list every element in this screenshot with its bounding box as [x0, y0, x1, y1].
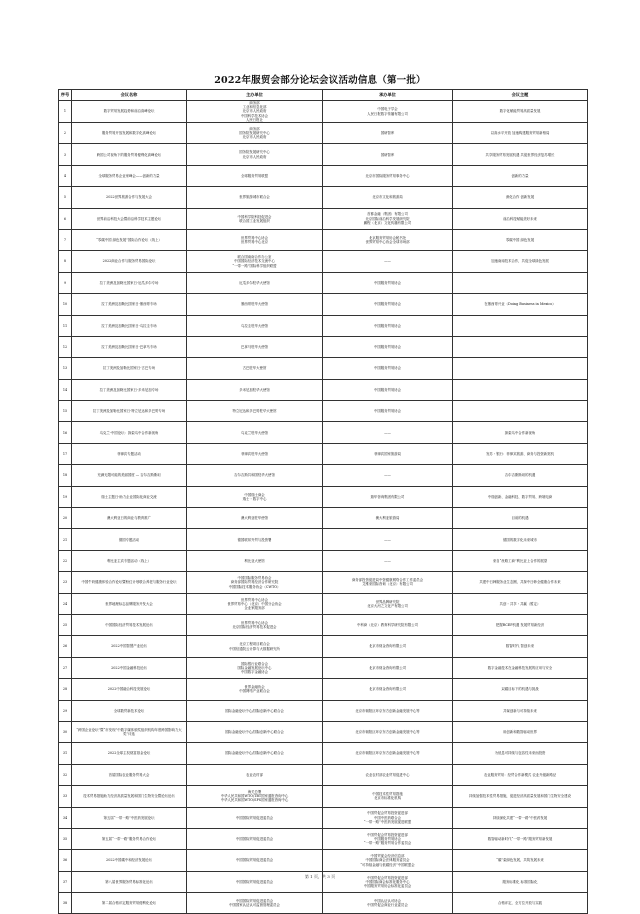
host-unit-cell: 国际金融论坛中心/国际创新中心联合会	[187, 700, 323, 721]
row-number-cell: 12	[59, 336, 72, 357]
organizer-unit-cell: 北京市财金咨询有限公司	[323, 657, 453, 678]
table-row	[59, 700, 588, 721]
table-row	[59, 144, 588, 165]
host-unit-cell: 世界贸易中心协会 世界贸易中心北京	[187, 229, 323, 250]
row-number-cell: 28	[59, 679, 72, 700]
host-unit-cell: 北京工程项目联合会 中国信通院云计算与大数据研究所	[187, 636, 323, 657]
organizer-unit-cell: 中国贸促会经济信息部 中国国际商会法律服务委员会 “可持续金融与低碳经济”中国联盟会	[323, 850, 453, 871]
row-number-cell: 24	[59, 593, 72, 614]
table-row	[59, 529, 588, 550]
table-row	[59, 101, 588, 123]
header-number: 序号	[59, 90, 72, 101]
event-theme-cell: 中瑞创新、金融科技、数字贸易、跨境电商	[453, 486, 588, 507]
event-name-cell: 技术贸易措施助力经济高质量发展和国门生物安全暨论坛论坛	[72, 786, 187, 807]
event-theme-cell	[453, 336, 588, 357]
table-row	[59, 251, 588, 272]
event-name-cell: 拉丁美洲及加勒比国家日-多米尼加专场	[72, 379, 187, 400]
table-row	[59, 379, 588, 400]
host-unit-cell: 德国联邦外贸与投资署	[187, 529, 323, 550]
header-theme: 会议主题	[453, 90, 588, 101]
organizer-unit-cell: 世界品牌研究院 北京大河之文化产有限公司	[323, 593, 453, 614]
event-theme-cell: 持续深化共建“一带一路”中医药发展	[453, 807, 588, 828]
event-name-cell: 中国牛奶健康体验合作论坛暨粉红计划联合养老与服务行业论坛	[72, 572, 187, 593]
organizer-unit-cell: 中国服务贸易协会	[323, 294, 453, 315]
table-row	[59, 550, 588, 571]
organizer-unit-cell: ——	[323, 251, 453, 272]
host-unit-cell: 中国国际贸易促进委员会	[187, 850, 323, 871]
organizer-unit-cell: 中科商（北京）教育科学研究院有限公司	[323, 615, 453, 636]
event-name-cell: 世界前沿科技大会暨前沿科学技术主题论坛	[72, 208, 187, 229]
row-number-cell: 2	[59, 123, 72, 144]
table-row	[59, 828, 588, 849]
table-row	[59, 272, 588, 293]
host-unit-cell: 中国国际贸易促进委员会	[187, 807, 323, 828]
event-name-cell: 菲律宾专题活动	[72, 443, 187, 464]
table-row	[59, 636, 588, 657]
event-name-cell: 服务贸易开放发展和数字化高峰论坛	[72, 123, 187, 144]
header-organizer: 承办单位	[323, 90, 453, 101]
event-theme-cell: 共享服务贸易发展机遇 共促世界经济复苏增长	[453, 144, 588, 165]
event-name-cell: “跨国企业论坛”暨“市发现”中数字媒体颁奖组织机构年度跨国影响力大奖”评选	[72, 721, 187, 742]
row-number-cell: 1	[59, 101, 72, 123]
organizer-unit-cell: 中国贸促会贸易投资促进部 中国中医药联合会 “一带一路”中医药发展促进联盟	[323, 807, 453, 828]
event-name-cell: 瑞士主题日-助力企业国际化商业交流	[72, 486, 187, 507]
organizer-unit-cell: ——	[323, 465, 453, 486]
table-row	[59, 657, 588, 678]
event-theme-cell: 探索乌中合作新视角	[453, 422, 588, 443]
page-footer: 第 1 页，共 3 页	[304, 874, 336, 879]
event-name-cell: 第二届合格评定服务贸易便利化论坛	[72, 893, 187, 914]
event-theme-cell: 共谋创新与可持续未来	[453, 700, 588, 721]
event-theme-cell	[453, 401, 588, 422]
event-theme-cell	[453, 272, 588, 293]
event-theme-cell: 在墨西哥兴业（Doing Business in Mexico）	[453, 294, 588, 315]
event-name-cell: 拉丁美洲及加勒比国家日-巴拿马专场	[72, 336, 187, 357]
event-name-cell: 第五届“一带一路”服务贸易合作论坛	[72, 828, 187, 849]
table-row	[59, 764, 588, 785]
event-name-cell: 全球数贸新技术论坛	[72, 700, 187, 721]
row-number-cell: 33	[59, 786, 72, 807]
organizer-unit-cell: 国研智库	[323, 123, 453, 144]
host-unit-cell: 乌克兰驻华大使馆	[187, 422, 323, 443]
organizer-unit-cell: 北京市朝阳区环京东方创新金融发展中心等	[323, 743, 453, 764]
event-theme-cell: 用创新和数智驱动世界	[453, 721, 588, 742]
event-theme-cell: 合格评定，全方位开放与实践	[453, 893, 588, 914]
event-name-cell: “零碳中国 绿色发展”国际合作论坛（线上）	[72, 229, 187, 250]
row-number-cell: 17	[59, 443, 72, 464]
event-name-cell: 首届国际农业服务贸易大会	[72, 764, 187, 785]
row-number-cell: 3	[59, 144, 72, 165]
row-number-cell: 32	[59, 764, 72, 785]
event-name-cell: 澳大利亚日的商业与教育推广	[72, 508, 187, 529]
event-name-cell: 2022中国融合科技发展论坛	[72, 679, 187, 700]
header-event-name: 会议名称	[72, 90, 187, 101]
host-unit-cell: 中国国际贸易促进委员会	[187, 828, 323, 849]
event-theme-cell: 持续加强技术性贸易措施，促进经济高质量发展和国门生物安全建设	[453, 786, 588, 807]
row-number-cell: 14	[59, 379, 72, 400]
table-row	[59, 743, 588, 764]
event-name-cell: 2022商业合作与服务贸易国际论坛	[72, 251, 187, 272]
event-theme-cell: 农业服务贸易：经贸合作新模式 农业升级新路径	[453, 764, 588, 785]
host-unit-cell: 中国国际服务贸易协会 商务部国际贸易经济合作研究院 中国国际技术服务协会（CWTO）	[187, 572, 323, 593]
host-unit-cell: 中国国际贸易促进委员会 中国国家认证认可监督管理委员会	[187, 893, 323, 914]
event-theme-cell: 共建中日韩服务业生态圈，共探中日韩全健康合作未来	[453, 572, 588, 593]
event-theme-cell: 加速南南技术合作，共促全球绿色发展	[453, 251, 588, 272]
host-unit-cell: 巴拿马驻华大使馆	[187, 336, 323, 357]
event-name-cell: 2022中国智慧产业论坛	[72, 636, 187, 657]
host-unit-cell: 多米尼加驻华大使馆	[187, 379, 323, 400]
host-unit-cell: 中国国际贸易促进委员会	[187, 871, 323, 892]
row-number-cell: 22	[59, 550, 72, 571]
row-number-cell: 8	[59, 251, 72, 272]
table-row	[59, 508, 588, 529]
row-number-cell: 27	[59, 657, 72, 678]
organizer-unit-cell: 中国电子学会 人民日报数字传播有限公司	[323, 101, 453, 123]
row-number-cell: 25	[59, 615, 72, 636]
row-number-cell: 7	[59, 229, 72, 250]
events-table	[58, 89, 588, 914]
host-unit-cell: 特立尼达和多巴哥驻华大使馆	[187, 401, 323, 422]
row-number-cell: 21	[59, 529, 72, 550]
row-number-cell: 23	[59, 572, 72, 593]
organizer-unit-cell: 北京市朝阳区环京东方创新金融发展中心等	[323, 721, 453, 742]
row-number-cell: 31	[59, 743, 72, 764]
host-unit-cell: 世界金融协会 中国网络产业联合会	[187, 679, 323, 700]
host-unit-cell: 商务部 工业和信息化部 北京市人民政府 中国科学技术协会 人民日报社	[187, 101, 323, 123]
organizer-unit-cell: 中国认证认可协会 中国贸促会商业行业委员会	[323, 893, 453, 914]
host-unit-cell: 农业农村部	[187, 764, 323, 785]
event-theme-cell	[453, 315, 588, 336]
event-name-cell: 2022中国金融科技论坛	[72, 657, 187, 678]
event-name-cell: 充满无限可能的美丽国度 — 吉尔吉斯斯坦	[72, 465, 187, 486]
host-unit-cell: 国务院发展研究中心 北京市人民政府	[187, 144, 323, 165]
event-theme-cell: 数字化赋能贸易高质量发展	[453, 101, 588, 123]
row-number-cell: 34	[59, 807, 72, 828]
host-unit-cell: 菲律宾驻华大使馆	[187, 443, 323, 464]
organizer-unit-cell: 商务部投资促进局中资健康网络合作工作委员会 艾维来国际咨询（北京）有限公司	[323, 572, 453, 593]
host-unit-cell: 世界贸易中心协会 世界贸易中心（北京）中国分会协会 企业家服务部	[187, 593, 323, 614]
event-name-cell: 拉丁美洲及加勒比国家日-墨西哥专场	[72, 294, 187, 315]
event-theme-cell: 为低息可持续与包容性未来而投资	[453, 743, 588, 764]
organizer-unit-cell: 国研智库	[323, 144, 453, 165]
row-number-cell: 38	[59, 893, 72, 914]
row-number-cell: 13	[59, 358, 72, 379]
row-number-cell: 29	[59, 700, 72, 721]
event-theme-cell: 数字金融技术在金融科技发展的应用与安全	[453, 657, 588, 678]
row-number-cell: 5	[59, 187, 72, 208]
organizer-unit-cell: 北京市国际服务贸易事务中心	[323, 165, 453, 186]
event-theme-cell	[453, 379, 588, 400]
event-theme-cell: 双碳目标下的机遇与挑战	[453, 679, 588, 700]
table-row	[59, 294, 588, 315]
table-row	[59, 850, 588, 871]
row-number-cell: 18	[59, 465, 72, 486]
organizer-unit-cell: 北京市朝阳区环京东方创新金融发展中心等	[323, 700, 453, 721]
host-unit-cell: 乌拉圭驻华大使馆	[187, 315, 323, 336]
event-theme-cell	[453, 358, 588, 379]
event-theme-cell: 德国的数字化未来城市	[453, 529, 588, 550]
host-unit-cell: 墨西哥驻华大使馆	[187, 294, 323, 315]
organizer-unit-cell: 瑞华咨询集团有限公司	[323, 486, 453, 507]
row-number-cell: 10	[59, 294, 72, 315]
organizer-unit-cell: 中国服务贸易协会	[323, 401, 453, 422]
table-row	[59, 893, 588, 914]
organizer-unit-cell: 中国服务贸易协会	[323, 358, 453, 379]
table-row	[59, 593, 588, 614]
table-row	[59, 208, 588, 229]
table-row	[59, 572, 588, 593]
event-theme-cell: 数智驱动新时代“一带一路”服务贸易新发展	[453, 828, 588, 849]
row-number-cell: 6	[59, 208, 72, 229]
table-row	[59, 123, 588, 144]
event-name-cell: 2022世界旅游合作与发展大会	[72, 187, 187, 208]
host-unit-cell: 世界旅游城市联合会	[187, 187, 323, 208]
event-theme-cell: 共创・共享・共赢（暂定）	[453, 593, 588, 614]
event-name-cell: 第五届“一带一路”中医药发展论坛	[72, 807, 187, 828]
table-row	[59, 336, 588, 357]
event-name-cell: 德国专题活动	[72, 529, 187, 550]
row-number-cell: 16	[59, 422, 72, 443]
row-number-cell: 20	[59, 508, 72, 529]
event-name-cell: 利比亚主宾专题活动（线上）	[72, 550, 187, 571]
table-row	[59, 229, 588, 250]
table-row	[59, 615, 588, 636]
organizer-unit-cell: 北京市财金咨询有限公司	[323, 636, 453, 657]
page-title: 2022年服贸会部分论坛会议活动信息（第一批）	[214, 75, 426, 86]
host-unit-cell: 海关总署 中华人民共和国WTO/TBT国家通报咨询中心 中华人民共和国WTO/SPS国家通报咨询中心	[187, 786, 323, 807]
table-row	[59, 187, 588, 208]
table-header-row	[59, 90, 588, 101]
event-theme-cell: 以高水平开放 加速构建服务贸易新格局	[453, 123, 588, 144]
event-name-cell: 拉丁美洲及加勒比国家日-古巴专场	[72, 358, 187, 379]
row-number-cell: 30	[59, 721, 72, 742]
event-name-cell: 乌克兰-中国论坛：探索乌中合作新视角	[72, 422, 187, 443]
organizer-unit-cell: 中国服务贸易协会	[323, 379, 453, 400]
event-theme-cell: 把握RCEP机遇 发展贸易新经济	[453, 615, 588, 636]
event-name-cell: 第八届世界服务贸易标准化论坛	[72, 871, 187, 892]
table-row	[59, 401, 588, 422]
table-row	[59, 358, 588, 379]
table-row	[59, 679, 588, 700]
row-number-cell: 4	[59, 165, 72, 186]
organizer-unit-cell: 中国贸促会贸易投资促进部 中国国际商会标准化服务中心 中国服务贸易协会标准化委员会	[323, 871, 453, 892]
event-theme-cell: “碳”索绿色发展，共筑发展未来	[453, 850, 588, 871]
event-name-cell: 世界地理标志品牌服务开发大会	[72, 593, 187, 614]
table-row	[59, 465, 588, 486]
row-number-cell: 36	[59, 850, 72, 871]
event-name-cell: 全球服务贸易企业家峰会——创新的力量	[72, 165, 187, 186]
organizer-unit-cell: ——	[323, 422, 453, 443]
header-host: 主办单位	[187, 90, 323, 101]
host-unit-cell: 商务部 国务院发展研究中心 北京市人民政府	[187, 123, 323, 144]
table-row	[59, 721, 588, 742]
organizer-unit-cell: 中国服务贸易协会	[323, 336, 453, 357]
host-unit-cell: 吉尔吉斯共和国驻华大使馆	[187, 465, 323, 486]
row-number-cell: 26	[59, 636, 72, 657]
row-number-cell: 9	[59, 272, 72, 293]
event-theme-cell: 服务标准化 标准国际化	[453, 871, 588, 892]
host-unit-cell: 中国瑞士商会 瑞士・数字中心	[187, 486, 323, 507]
organizer-unit-cell: 首都金融（集团）有限公司 北京国际前沿科学发展研究院 鹏程（北京）文化传播有限公司	[323, 208, 453, 229]
event-name-cell: 中国国际经济贸易技术发展论坛	[72, 615, 187, 636]
event-name-cell: 数字贸易发展趋势和前沿高峰论坛	[72, 101, 187, 123]
row-number-cell: 37	[59, 871, 72, 892]
event-name-cell: 拉丁美洲及加勒比国家日-厄瓜多尔专场	[72, 272, 187, 293]
host-unit-cell: 世界贸易中心协会 北京国际经济贸易技术促进会	[187, 615, 323, 636]
host-unit-cell: 中国科学院科技促进会 联合国工业发展组织	[187, 208, 323, 229]
table-row	[59, 786, 588, 807]
host-unit-cell: 国际金融论坛中心/国际创新中心联合会	[187, 721, 323, 742]
event-theme-cell: 零碳中国 绿色发展	[453, 229, 588, 250]
host-unit-cell: 国际银行业联合会 国际金融发展论坛中心 中国数字金融协会	[187, 657, 323, 678]
row-number-cell: 19	[59, 486, 72, 507]
event-name-cell: 2022全球主权财富基金论坛	[72, 743, 187, 764]
event-name-cell: 跨国公司视角下的服务贸易便利化高峰论坛	[72, 144, 187, 165]
table-row	[59, 315, 588, 336]
organizer-unit-cell: 农业农村部农业贸易促进中心	[323, 764, 453, 785]
organizer-unit-cell: ——	[323, 529, 453, 550]
event-theme-cell: 创新的力量	[453, 165, 588, 186]
event-theme-cell: 深化合作 创新发展	[453, 187, 588, 208]
row-number-cell: 35	[59, 828, 72, 849]
organizer-unit-cell: ——	[323, 550, 453, 571]
event-theme-cell: 目前的机遇	[453, 508, 588, 529]
host-unit-cell: 国际金融论坛中心/国际创新中心联合会	[187, 743, 323, 764]
host-unit-cell: 利比亚大使馆	[187, 550, 323, 571]
host-unit-cell: 澳大利亚驻华使馆	[187, 508, 323, 529]
organizer-unit-cell: 澳大利亚旅游局	[323, 508, 453, 529]
table-row	[59, 443, 588, 464]
organizer-unit-cell: 北京服务贸易协会秘书处 世界贸易中心协会全球市场部	[323, 229, 453, 250]
event-name-cell: 2022中国碳中和经济发展论坛	[72, 850, 187, 871]
organizer-unit-cell: 中国贸促会贸易投资促进部 中国服务贸易协会 “一带一路”服务贸易合作委员会	[323, 828, 453, 849]
organizer-unit-cell: 菲律宾国家旅游局	[323, 443, 453, 464]
event-name-cell: 拉丁美洲及加勒比国家日-乌拉圭专场	[72, 315, 187, 336]
table-row	[59, 165, 588, 186]
organizer-unit-cell: 北京市财金咨询有限公司	[323, 679, 453, 700]
table-row	[59, 422, 588, 443]
event-theme-cell: 前沿科技赋能美好未来	[453, 208, 588, 229]
event-theme-cell: 数智时代 智创未来	[453, 636, 588, 657]
host-unit-cell: 古巴驻华大使馆	[187, 358, 323, 379]
organizer-unit-cell: 北京市文化和旅游局	[323, 187, 453, 208]
event-theme-cell: 来自“丝路工商”利比亚上合作的展望	[453, 550, 588, 571]
table-row	[59, 807, 588, 828]
event-name-cell: 拉丁美洲及加勒比国家日-特立尼达和多巴哥专场	[72, 401, 187, 422]
event-theme-cell: 发苏・银行：菲律宾旅游、商务与投资新契机	[453, 443, 588, 464]
host-unit-cell: 厄瓜多尔驻华大使馆	[187, 272, 323, 293]
host-unit-cell: 全球服务贸易联盟	[187, 165, 323, 186]
organizer-unit-cell: 中国服务贸易协会	[323, 272, 453, 293]
row-number-cell: 15	[59, 401, 72, 422]
organizer-unit-cell: 中国技术性贸易措施 北京市标准化机构	[323, 786, 453, 807]
table-row	[59, 486, 588, 507]
host-unit-cell: 联合国南南合作办公室 中国国际经济技术交流中心 “一带一路”国际科学组织联盟	[187, 251, 323, 272]
event-theme-cell: 吉尔吉斯斯坦的机遇	[453, 465, 588, 486]
row-number-cell: 11	[59, 315, 72, 336]
organizer-unit-cell: 中国服务贸易协会	[323, 315, 453, 336]
